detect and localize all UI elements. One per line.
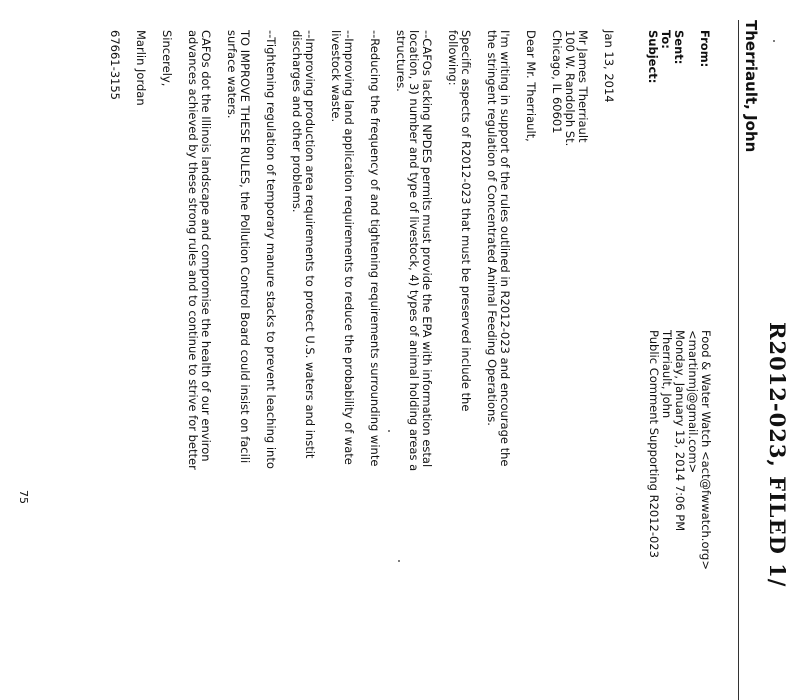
from-value-email: <martinmj@gmail.com> [686,330,700,474]
address-line: 100 W. Randolph St. [563,30,577,147]
paragraph-line: Specific aspects of R2012-023 that must be preserved include the [459,30,473,412]
signer-name: Marlin Jordan [134,30,148,106]
paragraph-line: I'm writing in support of the rules outlined in R2012-023 and encourage the [498,30,512,467]
sent-label: Sent: [672,30,686,65]
subject-value: Public Comment Supporting R2012-023 [647,330,661,558]
bullet-line: discharges and other problems. [290,30,304,213]
paragraph-line: TO IMPROVE THESE RULES, the Pollution Control Board could insist on facili [238,30,252,464]
bullet-line: location, 3) number and type of livestock, 4) types of animal holding areas a [407,30,421,472]
address-line: Chicago, IL 60601 [550,30,564,134]
from-label: From: [698,30,712,68]
paragraph-line: surface waters. [225,30,239,119]
bullet-line: livestock waste. [329,30,343,123]
subject-label: Subject: [646,30,660,84]
scan-speck [773,40,775,42]
scan-speck [388,430,390,432]
filing-stamp: R2012-023, FILED 1/ [765,322,790,588]
closing: Sincerely, [160,30,174,87]
bullet-line: structures. [394,30,408,92]
address-line: Mr James Therriault [576,30,590,143]
sent-value: Monday, January 13, 2014 7:06 PM [673,330,687,532]
salutation: Dear Mr. Therriault, [524,30,538,142]
letter-date: Jan 13, 2014 [602,30,616,103]
paragraph-line: following: [446,30,460,86]
bullet-line: --CAFOs lacking NPDES permits must provide the EPA with information estal [420,30,434,468]
page-number: 75 [17,490,30,504]
bullet-line: --Improving production area requirements to protect U.S. waters and instit [303,30,317,459]
bullet-line: --Improving land application requirements to reduce the probability of wate [342,30,356,465]
paragraph-line: advances achieved by these strong rules and to continue to strive for better [186,30,200,470]
scan-speck [398,560,400,562]
paragraph-line: the stringent regulation of Concentrated Animal Feeding Operations. [485,30,499,426]
header-divider [738,20,739,700]
paragraph-line: CAFOs dot the Illinois landscape and compromise the health of our environ [199,30,213,462]
bullet-line: --Tightening regulation of temporary manure stacks to prevent leaching into [264,30,278,469]
to-label: To: [659,30,673,49]
from-value: Food & Water Watch <act@fwwatch.org> [699,330,713,570]
signer-phone: 67661-3155 [108,30,122,100]
sender-name: Therriault, John [742,20,760,153]
to-value: Therriault, John [660,330,674,419]
bullet-line: --Reducing the frequency of and tightening requirements surrounding winte [368,30,382,467]
